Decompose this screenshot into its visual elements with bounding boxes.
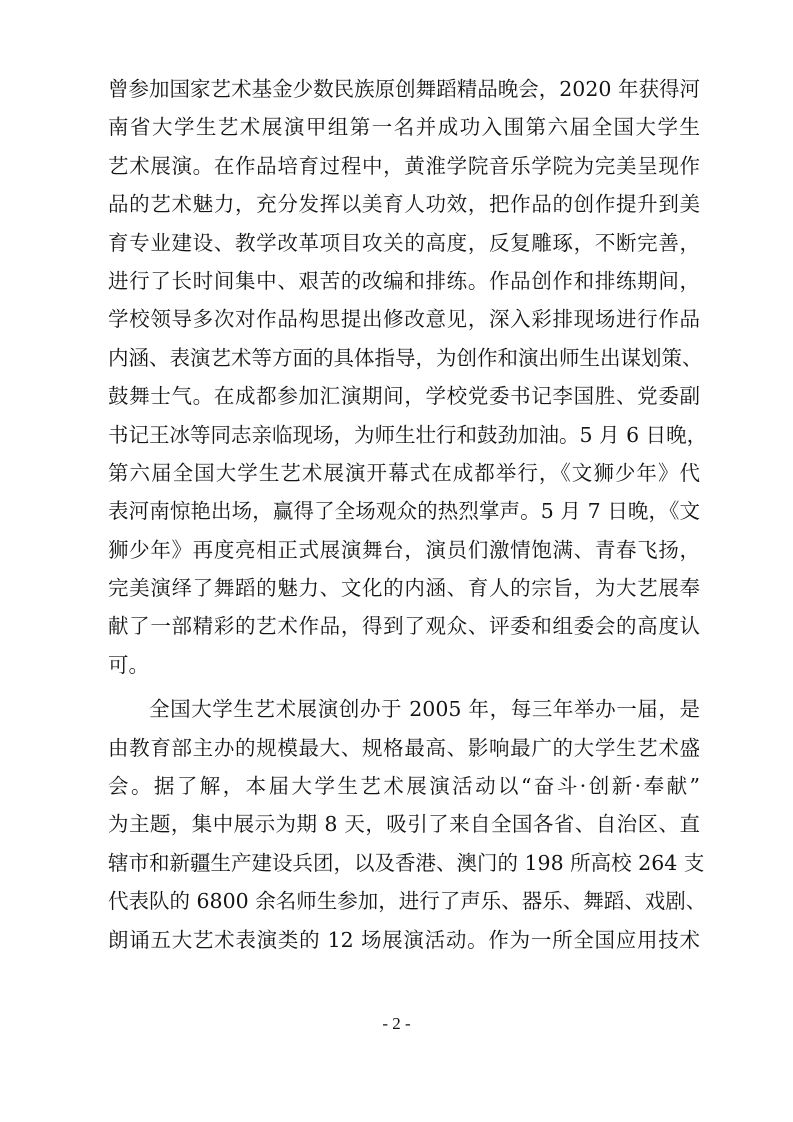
paragraph-1 (108, 70, 708, 684)
text-line: 献了一部精彩的艺术作品，得到了观众、评委和组委会的高度认 (108, 614, 700, 639)
text-line: 书记王冰等同志亲临现场，为师生壮行和鼓劲加油。5 月 6 日晚， (108, 422, 708, 447)
text-line: 艺术展演。在作品培育过程中，黄淮学院音乐学院为完美呈现作 (108, 153, 700, 178)
text-line: 育专业建设、教学改革项目攻关的高度，反复雕琢，不断完善， (108, 230, 700, 255)
text-line: 狮少年》再度亮相正式展演舞台，演员们激情饱满、青春飞扬， (108, 537, 700, 562)
text-line: 曾参加国家艺术基金少数民族原创舞蹈精品晚会，2020 年获得河 (108, 77, 700, 101)
text-line: 代表队的 6800 余名师生参加，进行了声乐、器乐、舞蹈、戏剧、 (108, 889, 707, 914)
text-line: 第六届全国大学生艺术展演开幕式在成都举行，《文狮少年》代 (108, 460, 700, 485)
page-number: - 2 - (382, 1014, 411, 1033)
text-line: 表河南惊艳出场，赢得了全场观众的热烈掌声。5 月 7 日晚，《文 (108, 499, 700, 524)
text-line: 学校领导多次对作品构思提出修改意见，深入彩排现场进行作品 (108, 307, 700, 332)
text-line: 内涵、表演艺术等方面的具体指导，为创作和演出师生出谋划策、 (108, 345, 703, 370)
body-text (108, 70, 708, 959)
text-line: 品的艺术魅力，充分发挥以美育人功效，把作品的创作提升到美 (108, 192, 700, 217)
text-line: 朗诵五大艺术表演类的 12 场展演活动。作为一所全国应用技术 (108, 927, 700, 952)
text-line: 可。 (108, 652, 149, 677)
text-line: 鼓舞士气。在成都参加汇演期间，学校党委书记李国胜、党委副 (108, 384, 700, 409)
text-line: 完美演绎了舞蹈的魅力、文化的内涵、育人的宗旨，为大艺展奉 (108, 576, 700, 601)
text-line: 全国大学生艺术展演创办于 2005 年，每三年举办一届，是 (149, 697, 700, 722)
text-line: 由教育部主办的规模最大、规格最高、影响最广的大学生艺术盛 (108, 735, 700, 760)
text-line: 辖市和新疆生产建设兵团，以及香港、澳门的 198 所高校 264 支 (108, 850, 705, 875)
text-line: 为主题，集中展示为期 8 天，吸引了来自全国各省、自治区、直 (108, 812, 700, 837)
text-line: 南省大学生艺术展演甲组第一名并成功入围第六届全国大学生 (108, 115, 700, 140)
paragraph-2 (108, 690, 707, 959)
text-line: 会。据了解，本届大学生艺术展演活动以“奋斗·创新·奉献” (108, 774, 700, 799)
text-line: 进行了长时间集中、艰苦的改编和排练。作品创作和排练期间， (108, 268, 700, 293)
